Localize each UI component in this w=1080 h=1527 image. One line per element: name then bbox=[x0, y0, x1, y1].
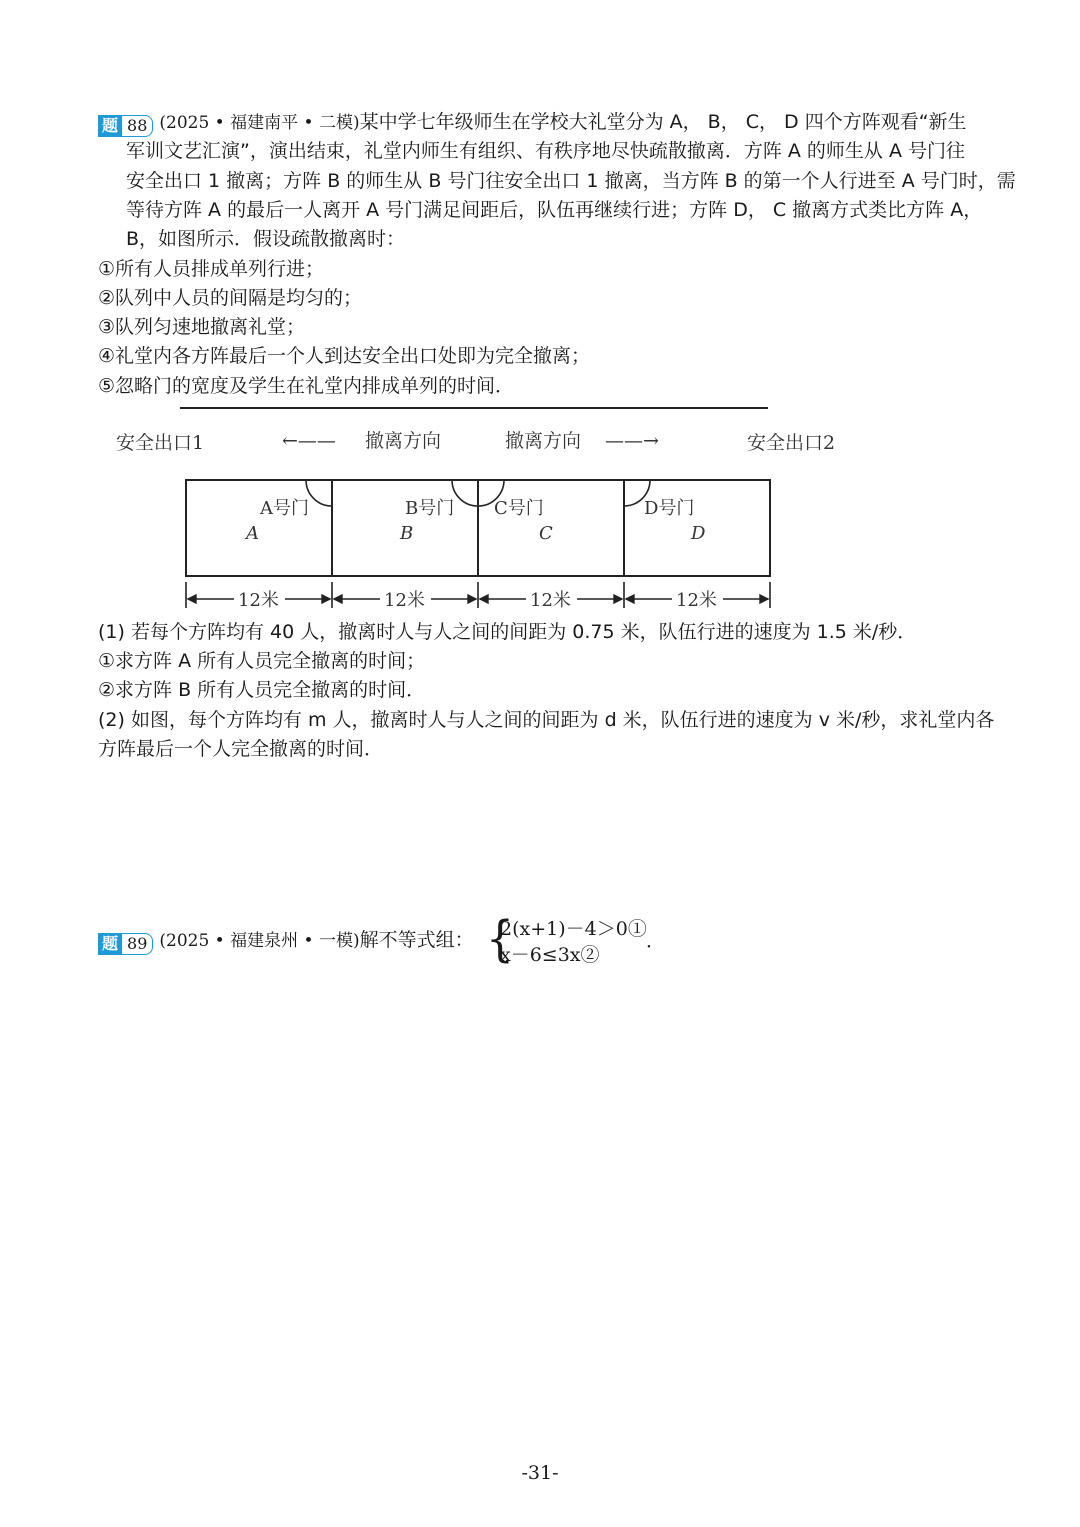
q89-source: (2025 • 福建泉州 • 一模) bbox=[159, 931, 360, 951]
q88-assumption-1: ①所有人员排成单列行进； bbox=[98, 258, 325, 280]
q88-badge bbox=[98, 115, 153, 137]
width-d-label: 12米 bbox=[676, 590, 717, 611]
door-a-label: A号门 bbox=[260, 498, 309, 519]
q88-intro-line-4: 等待方阵 A 的最后一人离开 A 号门满足间距后，队伍再继续行进；方阵 D， C 撤离方式类比方阵 A， bbox=[126, 199, 983, 221]
door-b-label: B号门 bbox=[405, 498, 455, 519]
hall-diagram bbox=[110, 402, 836, 621]
block-d-label: D bbox=[691, 523, 706, 544]
q88-intro-line-1: 某中学七年级师生在学校大礼堂分为 A， B， C， D 四个方阵观看“新生 bbox=[359, 111, 967, 133]
inequality-2: x－6≤3x② bbox=[500, 944, 600, 966]
q88-part-1-sub-2: ②求方阵 B 所有人员完全撤离的时间． bbox=[98, 679, 426, 701]
block-a-label: A bbox=[246, 523, 259, 544]
hall-diagram-svg bbox=[110, 402, 836, 617]
q88-intro-line-5: B，如图所示．假设疏散撤离时： bbox=[126, 228, 406, 250]
width-c-label: 12米 bbox=[530, 590, 571, 611]
q88-assumption-5: ⑤忽略门的宽度及学生在礼堂内排成单列的时间． bbox=[98, 375, 515, 397]
block-c-label: C bbox=[539, 523, 553, 544]
direction-left-label: 撤离方向 bbox=[365, 430, 442, 452]
q88-assumption-2: ②队列中人员的间隔是均匀的； bbox=[98, 287, 363, 309]
exit-right-label: 安全出口2 bbox=[747, 432, 836, 454]
q88-part-2-cont: 方阵最后一个人完全撤离的时间． bbox=[98, 738, 384, 760]
q88-first-line bbox=[98, 108, 967, 138]
q88-intro-line-2: 军训文艺汇演”，演出结束，礼堂内师生有组织、有秩序地尽快疏散撤离．方阵 A 的师生从 A 号门往 bbox=[126, 140, 965, 162]
q88-assumption-3: ③队列匀速地撤离礼堂； bbox=[98, 316, 306, 338]
direction-right-label: 撤离方向 bbox=[505, 430, 582, 452]
block-b-label: B bbox=[400, 523, 414, 544]
q88-part-2: (2) 如图，每个方阵均有 m 人，撤离时人与人之间的间距为 d 米，队伍行进的速度为 v 米/秒，求礼堂内各 bbox=[98, 709, 995, 731]
q89-badge-number: 89 bbox=[122, 933, 153, 955]
page-number: -31- bbox=[521, 1462, 559, 1484]
q88-intro-line-3: 安全出口 1 撤离；方阵 B 的师生从 B 号门往安全出口 1 撤离，当方阵 B 的第一个人行进至 A 号门时，需 bbox=[126, 170, 1016, 192]
width-a-label: 12米 bbox=[238, 590, 279, 611]
q89-prompt: 解不等式组： bbox=[359, 929, 474, 951]
door-c-label: C号门 bbox=[494, 498, 544, 519]
q88-part-1-sub-1: ①求方阵 A 所有人员完全撤离的时间； bbox=[98, 650, 426, 672]
system-brace: { bbox=[486, 911, 514, 968]
arrow-right: ——→ bbox=[605, 430, 659, 452]
inequality-system bbox=[486, 911, 666, 968]
q88-badge-label: 题 bbox=[98, 115, 122, 137]
arrow-left: ←—— bbox=[282, 430, 336, 452]
door-b-arc bbox=[452, 480, 478, 506]
q89-badge-label: 题 bbox=[98, 933, 122, 955]
inequality-1: 2(x+1)－4＞0① bbox=[500, 918, 647, 940]
q89-badge bbox=[98, 933, 153, 955]
q89-line bbox=[98, 926, 474, 956]
system-period: ． bbox=[646, 930, 666, 952]
door-d-label: D号门 bbox=[644, 498, 695, 519]
q88-source: (2025 • 福建南平 • 二模) bbox=[159, 113, 360, 133]
q88-badge-number: 88 bbox=[122, 115, 153, 137]
width-b-label: 12米 bbox=[384, 590, 425, 611]
exit-left-label: 安全出口1 bbox=[116, 432, 205, 454]
q88-part-1: (1) 若每个方阵均有 40 人，撤离时人与人之间的间距为 0.75 米，队伍行进的速度为 1.5 米/秒． bbox=[98, 621, 917, 643]
q88-assumption-4: ④礼堂内各方阵最后一个人到达安全出口处即为完全撤离； bbox=[98, 345, 591, 367]
door-a-arc bbox=[306, 480, 332, 506]
